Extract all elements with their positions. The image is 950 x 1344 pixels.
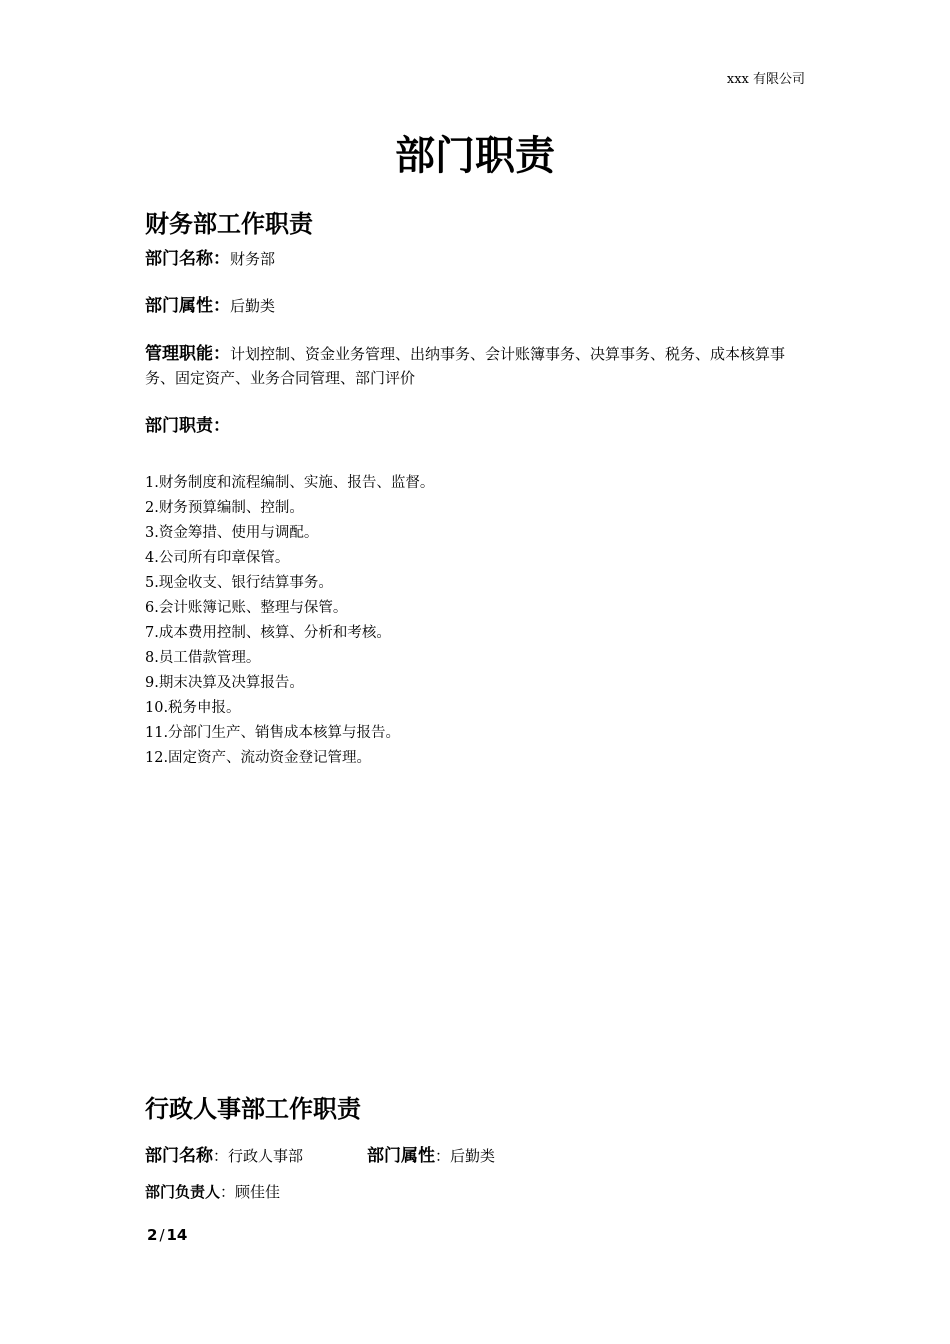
admin-head-label: 部门负责人 bbox=[145, 1183, 221, 1201]
header-company-name: xxx 有限公司 bbox=[726, 72, 805, 87]
finance-name-field bbox=[145, 247, 275, 271]
finance-name-label: 部门名称： bbox=[145, 249, 230, 269]
finance-mgmt-value: 计划控制、资金业务管理、出纳事务、会计账簿事务、决算事务、税务、成本核算事务、固定资产、业务合同管理、部门评价 bbox=[145, 345, 786, 387]
current-page: 2 bbox=[147, 1226, 158, 1244]
admin-attr-label: 部门属性 bbox=[367, 1146, 435, 1166]
duty-item: 12.固定资产、流动资金登记管理。 bbox=[145, 750, 372, 766]
duty-item: 4.公司所有印章保管。 bbox=[145, 550, 290, 566]
duty-item: 9.期末决算及决算报告。 bbox=[145, 675, 304, 691]
finance-name-value: 财务部 bbox=[230, 250, 276, 268]
duty-item: 10.税务申报。 bbox=[145, 700, 241, 716]
finance-mgmt-label: 管理职能： bbox=[145, 344, 230, 364]
duty-item: 3.资金筹措、使用与调配。 bbox=[145, 525, 319, 541]
finance-section-heading: 财务部工作职责 bbox=[145, 210, 313, 238]
finance-attr-label: 部门属性： bbox=[145, 296, 230, 316]
duty-item: 7.成本费用控制、核算、分析和考核。 bbox=[145, 625, 391, 641]
total-pages: 14 bbox=[166, 1226, 188, 1244]
duty-item: 6.会计账簿记账、整理与保管。 bbox=[145, 600, 348, 616]
admin-attr-field bbox=[367, 1144, 495, 1168]
finance-attr-field bbox=[145, 294, 275, 318]
admin-head-field bbox=[145, 1180, 280, 1204]
page-number bbox=[147, 1226, 187, 1244]
page-separator: / bbox=[159, 1226, 165, 1244]
admin-name-value: ：行政人事部 bbox=[213, 1147, 304, 1165]
finance-duty-list bbox=[145, 471, 434, 771]
admin-section-heading: 行政人事部工作职责 bbox=[145, 1095, 361, 1123]
admin-name-label: 部门名称 bbox=[145, 1146, 213, 1166]
document-title: 部门职责 bbox=[395, 133, 555, 179]
finance-mgmt-field bbox=[145, 342, 800, 390]
admin-attr-value: ：后勤类 bbox=[435, 1147, 496, 1165]
finance-duties-label: 部门职责： bbox=[145, 416, 230, 436]
duty-item: 2.财务预算编制、控制。 bbox=[145, 500, 304, 516]
duty-item: 5.现金收支、银行结算事务。 bbox=[145, 575, 333, 591]
finance-duties-field bbox=[145, 414, 230, 438]
duty-item: 11.分部门生产、销售成本核算与报告。 bbox=[145, 725, 401, 741]
duty-item: 8.员工借款管理。 bbox=[145, 650, 261, 666]
finance-attr-value: 后勤类 bbox=[230, 297, 276, 315]
duty-item: 1.财务制度和流程编制、实施、报告、监督。 bbox=[145, 475, 435, 491]
admin-name-field bbox=[145, 1144, 367, 1168]
admin-head-value: ：顾佳佳 bbox=[220, 1183, 281, 1201]
admin-name-attr-row bbox=[145, 1144, 495, 1168]
